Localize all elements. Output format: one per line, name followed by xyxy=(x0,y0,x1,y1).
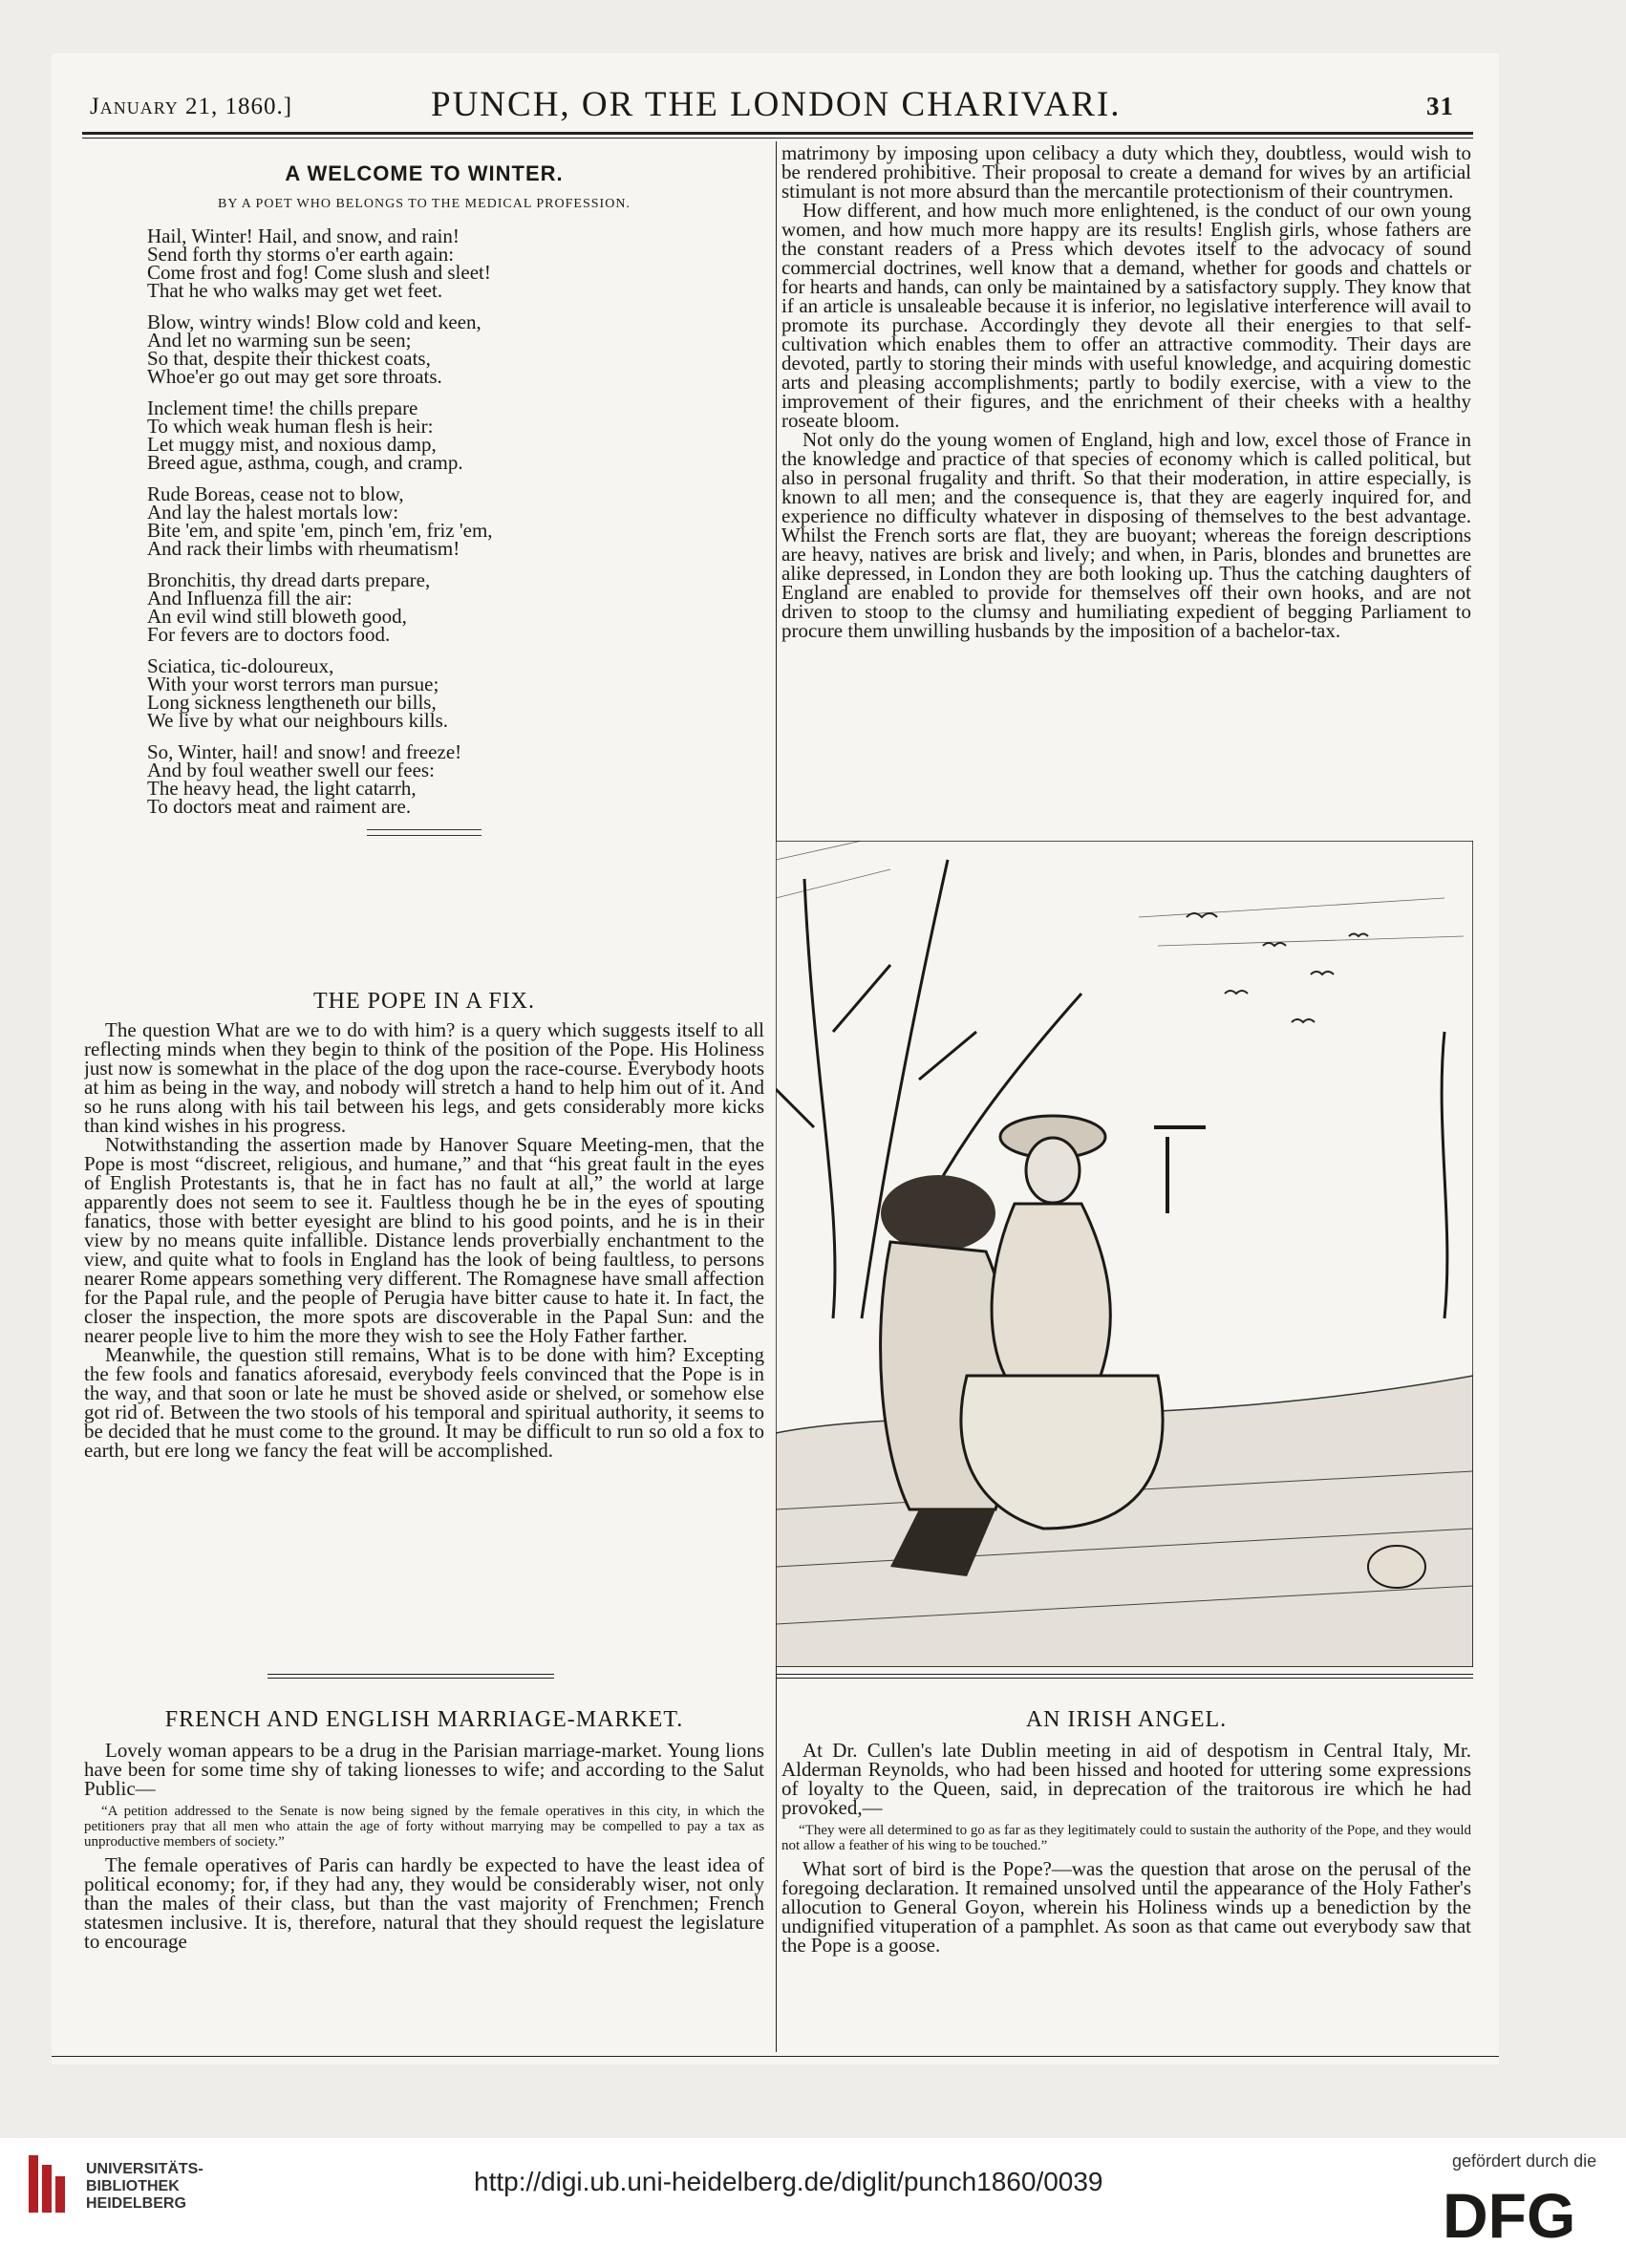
paragraph: The question What are we to do with him? is a query which suggests itself to all reflecting minds when they begin to think of the position of the Pope. His Holiness just now is somewhat in the place of the dog upon the race-course. Everybody hoots at him as being in the way, and nobody will stretch a hand to help him out of it. And so he runs along with his tail between his legs, and gets considerably more kicks than kind wishes in his progress. xyxy=(84,1018,764,1137)
page-bottom-rule xyxy=(52,2056,1499,2057)
digital-copy-link[interactable]: http://digi.ub.uni-heidelberg.de/diglit/punch1860/0039 xyxy=(474,2167,1103,2196)
svg-text:DFG: DFG xyxy=(1443,2180,1576,2247)
section-divider xyxy=(367,829,481,836)
poem-line: To doctors meat and raiment are. xyxy=(147,795,412,818)
library-name: UNIVERSITÄTS- BIBLIOTHEK HEIDELBERG xyxy=(86,2161,203,2212)
poem-byline: BY A POET WHO BELONGS TO THE MEDICAL PROFESSION. xyxy=(218,197,631,211)
poem-line: We live by what our neighbours kills. xyxy=(147,709,449,732)
poem-line: An evil wind still bloweth good, xyxy=(147,605,407,628)
poem-line: And let no warming sun be seen; xyxy=(147,329,412,352)
illustration-bottom-rule xyxy=(776,1678,1473,1679)
issue-date: January 21, 1860.] xyxy=(90,94,293,119)
poem-line: So that, despite their thickest coats, xyxy=(147,347,431,370)
article-marriage-market-continued xyxy=(781,143,1471,833)
dfg-logo-icon xyxy=(1443,2180,1586,2247)
article-marriage-market xyxy=(84,1710,764,2035)
publication-title: PUNCH, OR THE LONDON CHARIVARI. xyxy=(431,85,1122,124)
poem-line: With your worst terrors man pursue; xyxy=(147,673,439,695)
poem-line: So, Winter, hail! and snow! and freeze! xyxy=(147,740,462,763)
poem-line: And rack their limbs with rheumatism! xyxy=(147,537,460,560)
illustration-bottom-rule xyxy=(776,1674,1473,1675)
poem-line: And lay the halest mortals low: xyxy=(147,501,399,524)
article-irish-angel xyxy=(781,1710,1471,2035)
poem-line: Inclement time! the chills prepare xyxy=(147,396,418,419)
poem-stanza xyxy=(84,740,764,818)
article-pope-in-a-fix xyxy=(84,992,764,1689)
poem-line: The heavy head, the light catarrh, xyxy=(147,777,417,800)
paragraph: What sort of bird is the Pope?—was the question that arose on the perusal of the foregoing declaration. It remained unsolved until the appearance of the Holy Father's allocution to General Goyon, wherein his Holiness winds up a benediction by the undignified vituperation of a pamphlet. As soon as that came out everybody saw that the Pope is a goose. xyxy=(781,1857,1471,1957)
poem-stanzas xyxy=(84,227,764,816)
poem-line: And Influenza fill the air: xyxy=(147,587,353,610)
poem-line: Long sickness lengtheneth our bills, xyxy=(147,691,437,714)
poem-stanza xyxy=(84,396,764,474)
cartoon-illustration xyxy=(776,841,1473,1667)
poem-welcome-to-winter xyxy=(84,164,764,967)
poem-stanza xyxy=(84,654,764,732)
poem-line: For fevers are to doctors food. xyxy=(147,623,391,646)
article-title: AN IRISH ANGEL. xyxy=(1025,1710,1228,1732)
paragraph: Notwithstanding the assertion made by Hanover Square Meeting-men, that the Pope is most “discreet, religious, and humane,” and that “his great fault in the eyes of English Protestants is, that he in fact has no fault at all,” the world at large apparently does not seem to see it. Faultless though he be in the eyes of spouting fanatics, those with better eyesight are blind to his good points, and he is in their view by no means quite infallible. Distance lends proverbially enchantment to the view, and quite what to fools in England has the look of being faultless, to persons nearer Rome appears something very different. The Romagnese have small affection for the Papal rule, and the people of Perugia have bitter cause to hate it. In fact, the closer the inspection, the more spots are discoverable in the Papal Sun: and the nearer people live to him the more they wish to see the Holy Father farther. xyxy=(84,1133,764,1347)
poem-stanza xyxy=(84,310,764,388)
paragraph: Not only do the young women of England, high and low, excel those of France in the knowledge and practice of that species of economy which is called political, but also in personal frugality and thrift. So that their moderation, in attire especially, is known to all men; and the consequence is, that they are eagerly inquired for, and experience no difficulty whatever in disposing of themselves to the best advantage. Whilst the French sorts are flat, they are buoyant; whereas the foreign descriptions are heavy, natives are brisk and lively; and when, in Paris, blondes and brunettes are alike depressed, in London they are both looking up. Thus the catching daughters of England are enabled to provide for themselves off their own hooks, and are not driven to stoop to the clumsy and humiliating expedient of begging Parliament to procure them unwilling husbands by the imposition of a bachelor-tax. xyxy=(781,428,1471,642)
paragraph: Meanwhile, the question still remains, What is to be done with him? Excepting the few fools and fanatics aforesaid, everybody feels convinced that the Pope is in the way, and that soon or late he must be shoved aside or shelved, or somehow else got rid of. Between the two stools of his temporal and spiritual authority, it seems to be decided that he must come to the ground. It may be difficult to run so old a fox to earth, but ere long we fancy the feat will be accomplished. xyxy=(84,1343,764,1462)
poem-title: A WELCOME TO WINTER. xyxy=(285,164,564,185)
paragraph: How different, and how much more enlightened, is the conduct of our own young women, and how much more happy are its results! English girls, whose fathers are the constant readers of a Press which devotes itself to the advocacy of sound commercial doctrines, well know that a demand, whether for goods and chattels or for hearts and hands, can only be maintained by a satisfactory supply. They know that if an article is unsaleable because it is inferior, no legislative interference will avail to promote its purchase. Accordingly they devote all their energies to that self-cultivation which enables them to offer an attractive commodity. Their days are devoted, partly to storing their minds with useful knowledge, and acquiring domestic arts and pleasing accomplishments; partly to bodily exercise, with a view to the improvement of their figures, and the enrichment of their cheeks with a healthy roseate bloom. xyxy=(781,199,1471,432)
poem-line: Bite 'em, and spite 'em, pinch 'em, friz 'em, xyxy=(147,519,493,542)
masthead xyxy=(82,84,1473,132)
poem-line: Hail, Winter! Hail, and snow, and rain! xyxy=(147,225,460,247)
poem-line: And by foul weather swell our fees: xyxy=(147,759,435,781)
article-title: FRENCH AND ENGLISH MARRIAGE-MARKET. xyxy=(164,1710,684,1732)
poem-line: To which weak human flesh is heir: xyxy=(147,415,434,438)
poem-stanza xyxy=(84,227,764,300)
section-divider xyxy=(267,1678,554,1679)
poem-line: Come frost and fog! Come slush and sleet! xyxy=(147,261,491,284)
quoted-statement: “They were all determined to go as far as they legitimately could to sustain the authority of the Pope, and they would not allow a feather of his wing to be touched.” xyxy=(781,1823,1471,1853)
university-library-logo-icon xyxy=(29,2155,76,2213)
article-title: THE POPE IN A FIX. xyxy=(312,992,536,1014)
poem-line: Rude Boreas, cease not to blow, xyxy=(147,482,404,505)
paragraph: At Dr. Cullen's late Dublin meeting in aid of despotism in Central Italy, Mr. Alderman Reynolds, who had been hissed and hooted for uttering some expressions of loyalty to the Queen, said, in deprecation of the traitorous ire which he had provoked,— xyxy=(781,1739,1471,1819)
poem-line: Sciatica, tic-doloureux, xyxy=(147,654,334,677)
small-creature xyxy=(1368,1546,1425,1588)
masthead-rule-thick xyxy=(82,132,1473,135)
poem-line: Bronchitis, thy dread darts prepare, xyxy=(147,568,431,591)
quoted-petition: “A petition addressed to the Senate is now being signed by the female operatives in this city, in which the petitioners pray that all men who attain the age of forty without marrying may be compelled to pay a tax as unproductive members of society.” xyxy=(84,1804,764,1850)
section-divider xyxy=(267,1674,554,1675)
poem-line: Breed ague, asthma, cough, and cramp. xyxy=(147,451,463,474)
poem-line: Whoe'er go out may get sore throats. xyxy=(147,365,442,388)
masthead-rule-thin xyxy=(82,138,1473,139)
page-number: 31 xyxy=(1426,92,1454,120)
paragraph: matrimony by imposing upon celibacy a duty which they, doubtless, would wish to be rendered prohibitive. Their proposal to create a demand for wives by an artificial stimulant is not more absurd than the mercantile protectionism of their countrymen. xyxy=(781,143,1471,203)
poem-stanza xyxy=(84,482,764,560)
poem-line: Let muggy mist, and noxious damp, xyxy=(147,433,437,456)
poem-stanza xyxy=(84,568,764,646)
sponsor-label: gefördert durch die xyxy=(1452,2151,1597,2171)
poem-line: Blow, wintry winds! Blow cold and keen, xyxy=(147,310,481,333)
digitization-footer xyxy=(0,2138,1626,2268)
poem-line: That he who walks may get wet feet. xyxy=(147,279,443,302)
paragraph: Lovely woman appears to be a drug in the Parisian marriage-market. Young lions have been for some time shy of taking lionesses to wife; and according to the Salut Public— xyxy=(84,1739,764,1800)
paragraph: The female operatives of Paris can hardly be expected to have the least idea of political economy; for, if they had any, they would be considerably wiser, not only than the males of their class, but than the vast majority of Frenchmen; French statesmen inclusive. It is, therefore, natural that they should request the legislature to encourage xyxy=(84,1853,764,1953)
poem-line: Send forth thy storms o'er earth again: xyxy=(147,243,455,266)
